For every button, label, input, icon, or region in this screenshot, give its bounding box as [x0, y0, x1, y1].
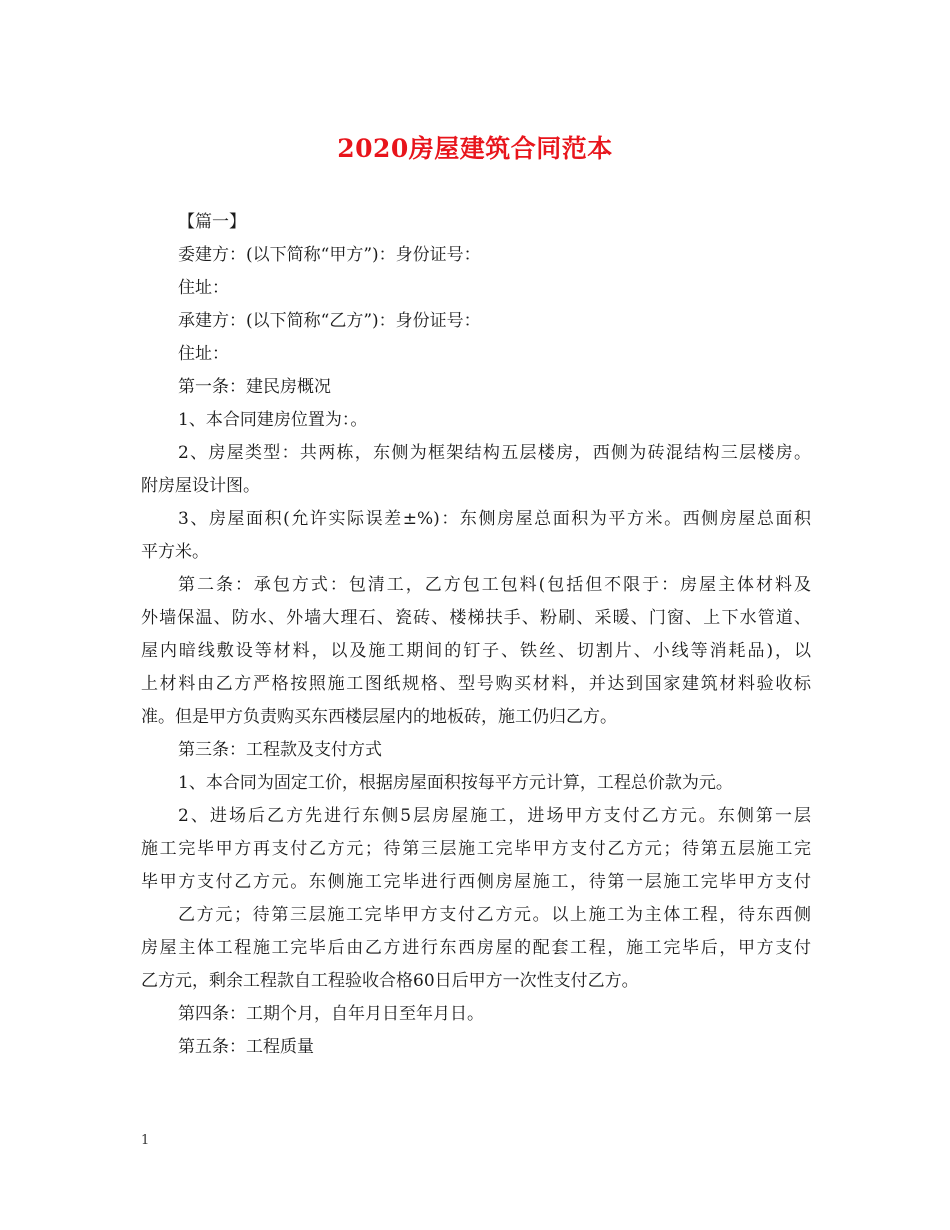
paragraph-line: 1、本合同为固定工价，根据房屋面积按每平方元计算，工程总价款为元。 [178, 773, 733, 793]
paragraph-line: 上材料由乙方严格按照施工图纸规格、型号购买材料，并达到国家建筑材料验收标 [141, 674, 811, 694]
paragraph-line: 准。但是甲方负责购买东西楼层屋内的地板砖，施工仍归乙方。 [141, 707, 617, 727]
paragraph-line: 2、进场后乙方先进行东侧5层房屋施工，进场甲方支付乙方元。东侧第一层 [178, 806, 811, 826]
article-heading: 第三条：工程款及支付方式 [178, 740, 382, 760]
paragraph-line: 平方米。 [141, 542, 209, 562]
paragraph-line: 住址： [178, 344, 229, 364]
paragraph-line: 毕甲方支付乙方元。东侧施工完毕进行西侧房屋施工，待第一层施工完毕甲方支付 [141, 872, 811, 892]
article-heading: 第五条：工程质量 [178, 1037, 314, 1057]
paragraph-line: 2、房屋类型：共两栋，东侧为框架结构五层楼房，西侧为砖混结构三层楼房。 [178, 443, 811, 463]
paragraph-line: 1、本合同建房位置为：。 [178, 410, 368, 430]
section-heading: 【篇一】 [178, 212, 246, 232]
document-body [141, 206, 811, 1064]
paragraph-line: 施工完毕甲方再支付乙方元；待第三层施工完毕甲方支付乙方元；待第五层施工完 [141, 839, 811, 859]
paragraph-line: 外墙保温、防水、外墙大理石、瓷砖、楼梯扶手、粉刷、采暖、门窗、上下水管道、 [141, 608, 811, 628]
paragraph-line: 委建方：(以下简称“甲方”)：身份证号： [178, 245, 481, 265]
paragraph-line: 附房屋设计图。 [141, 476, 260, 496]
page-number: 1 [141, 1133, 150, 1148]
paragraph-line: 乙方元；待第三层施工完毕甲方支付乙方元。以上施工为主体工程，待东西侧 [178, 905, 811, 925]
paragraph-line: 屋内暗线敷设等材料，以及施工期间的钉子、铁丝、切割片、小线等消耗品)，以 [141, 641, 811, 661]
paragraph-line: 承建方：(以下简称“乙方”)：身份证号： [178, 311, 481, 331]
paragraph-line: 乙方元，剩余工程款自工程验收合格60日后甲方一次性支付乙方。 [141, 971, 639, 991]
article-heading: 第一条：建民房概况 [178, 377, 331, 397]
paragraph-line: 住址： [178, 278, 229, 298]
paragraph-line: 房屋主体工程施工完毕后由乙方进行东西房屋的配套工程，施工完毕后，甲方支付 [141, 938, 811, 958]
document-title: 2020房屋建筑合同范本 [337, 134, 613, 163]
paragraph-line: 3、房屋面积(允许实际误差±%)：东侧房屋总面积为平方米。西侧房屋总面积 [178, 509, 811, 529]
article-heading: 第四条：工期个月，自年月日至年月日。 [178, 1004, 484, 1024]
article-heading: 第二条：承包方式：包清工，乙方包工包料(包括但不限于：房屋主体材料及 [178, 575, 811, 595]
